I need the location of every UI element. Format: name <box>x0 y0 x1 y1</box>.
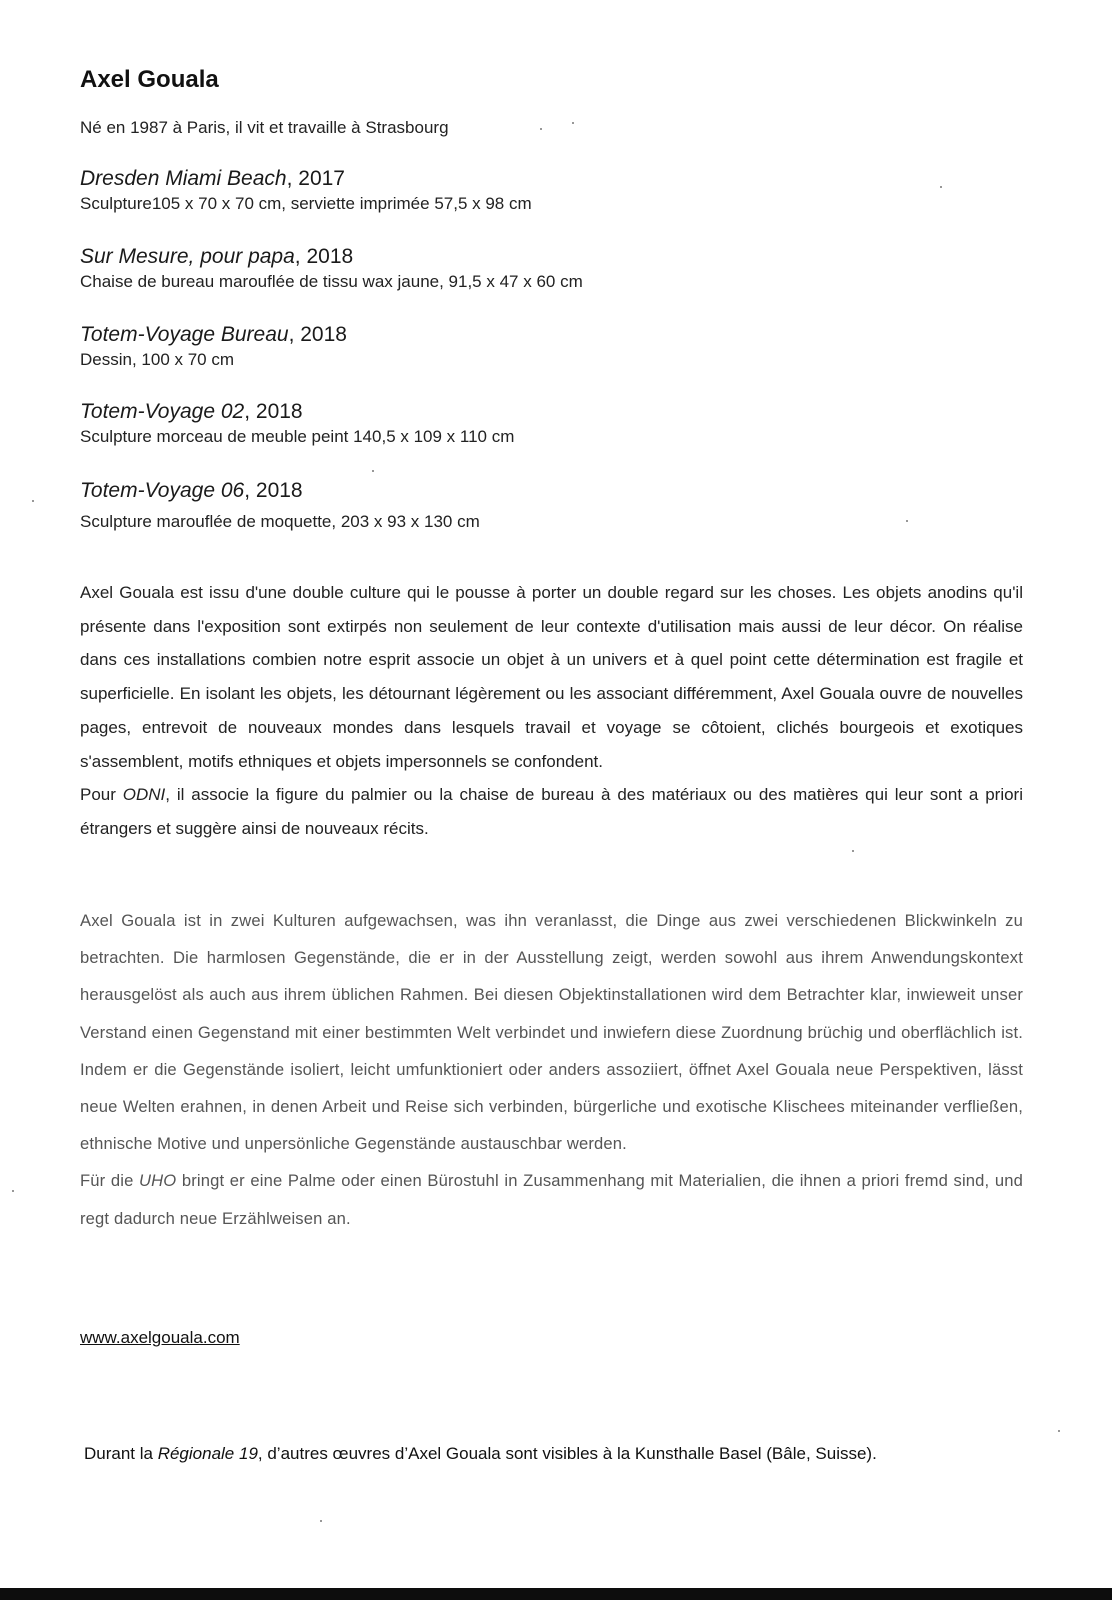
work-year: , 2017 <box>286 167 345 190</box>
work-title: Sur Mesure, pour papa <box>80 245 295 268</box>
work-year: , 2018 <box>244 400 303 423</box>
website-link[interactable]: www.axelgouala.com <box>80 1328 240 1347</box>
footer-note <box>84 1444 877 1464</box>
scan-speck <box>906 520 908 522</box>
work-description: Sculpture morceau de meuble peint 140,5 x 109 x 110 cm <box>80 427 515 446</box>
work-entry <box>80 244 980 294</box>
german-paragraph-2-start: Für die <box>80 1171 139 1191</box>
work-title: Totem-Voyage Bureau <box>80 323 289 346</box>
work-title-line <box>80 244 980 270</box>
german-paragraph-2 <box>80 1162 1023 1236</box>
french-paragraph-1: Axel Gouala est issu d'une double culture qui le pousse à porter un double regard sur les choses. Les objets anodins qu'il présente dans l'exposition sont extirpés non seulement de leur contexte d'utilisation mais aussi de leur décor. On réalise dans ces installations combien notre esprit associe un objet à un univers et à quel point cette détermination est fragile et superficielle. En isolant les objets, les détournant légèrement ou les associant différemment, Axel Gouala ouvre de nouvelles pages, entrevoit de nouveaux mondes dans lesquels travail et voyage se côtoient, clichés bourgeois et exotiques s'assemblent, motifs ethniques et objets impersonnels se confondent. <box>80 583 1023 771</box>
work-year: , 2018 <box>244 479 303 502</box>
work-title: Totem-Voyage 06 <box>80 479 245 502</box>
scan-speck <box>540 128 542 130</box>
work-entry <box>80 478 980 534</box>
scan-speck <box>852 850 854 852</box>
work-title-line <box>80 166 980 192</box>
work-title-line <box>80 399 980 425</box>
artist-name: Axel Gouala <box>80 66 219 93</box>
work-title: Dresden Miami Beach <box>80 167 287 190</box>
work-year: , 2018 <box>294 245 354 268</box>
work-title-line <box>80 322 980 348</box>
work-title-line <box>80 478 980 504</box>
scan-speck <box>32 500 34 502</box>
scan-speck <box>12 1190 14 1192</box>
work-description: Sculpture marouflée de moquette, 203 x 93 x 130 cm <box>80 512 480 531</box>
scan-speck <box>372 470 374 472</box>
french-paragraph-2 <box>80 778 1023 845</box>
odni-label: ODNI <box>122 785 166 805</box>
scan-speck <box>1058 1430 1060 1432</box>
french-text <box>80 576 1023 846</box>
french-paragraph-2-start: Pour <box>80 785 123 805</box>
scan-edge-bar <box>0 1588 1112 1600</box>
regionale-label: Régionale 19 <box>157 1444 258 1463</box>
work-description: Sculpture105 x 70 x 70 cm, serviette imprimée 57,5 x 98 cm <box>80 194 532 213</box>
footer-note-end: , d’autres œuvres d’Axel Gouala sont visibles à la Kunsthalle Basel (Bâle, Suisse). <box>257 1444 877 1463</box>
work-entry <box>80 322 980 372</box>
work-entry <box>80 399 980 449</box>
german-paragraph-1: Axel Gouala ist in zwei Kulturen aufgewachsen, was ihn veranlasst, die Dinge aus zwei verschiedenen Blickwinkeln zu betrachten. Die harmlosen Gegenstände, die er in der Ausstellung zeigt, werden sowohl aus ihrem Anwendungskontext herausgelöst als auch aus ihrem üblichen Rahmen. Bei diesen Objektinstallationen wird dem Betrachter klar, inwieweit unser Verstand einen Gegenstand mit einer bestimmten Welt verbindet und inwiefern diese Zuordnung brüchig und oberflächlich ist. Indem er die Gegenstände isoliert, leicht umfunktioniert oder anders assoziiert, öffnet Axel Gouala neue Perspektiven, lässt neue Welten erahnen, in denen Arbeit und Reise sich verbinden, bürgerliche und exotische Klischees miteinander verfließen, ethnische Motive und unpersönliche Gegenstände austauschbar werden. <box>80 911 1023 1154</box>
artist-bio: Né en 1987 à Paris, il vit et travaille à Strasbourg <box>80 118 449 137</box>
german-text <box>80 902 1023 1237</box>
work-description: Chaise de bureau marouflée de tissu wax jaune, 91,5 x 47 x 60 cm <box>80 272 583 291</box>
footer-note-start: Durant la <box>84 1444 158 1463</box>
scan-speck <box>940 186 942 188</box>
scan-speck <box>572 122 574 124</box>
german-paragraph-2-end: bringt er eine Palme oder einen Bürostuhl in Zusammenhang mit Materialien, die ihnen a priori fremd sind, und regt dadurch neue Erzählweisen an. <box>80 1171 1023 1228</box>
work-title: Totem-Voyage 02 <box>80 400 245 423</box>
scan-speck <box>320 1520 322 1522</box>
work-description: Dessin, 100 x 70 cm <box>80 350 235 369</box>
work-year: , 2018 <box>288 323 347 346</box>
french-paragraph-2-end: , il associe la figure du palmier ou la chaise de bureau à des matériaux ou des matières qui leur sont a priori étrangers et suggère ainsi de nouveaux récits. <box>80 785 1023 838</box>
uho-label: UHO <box>139 1171 177 1191</box>
work-entry <box>80 166 980 216</box>
